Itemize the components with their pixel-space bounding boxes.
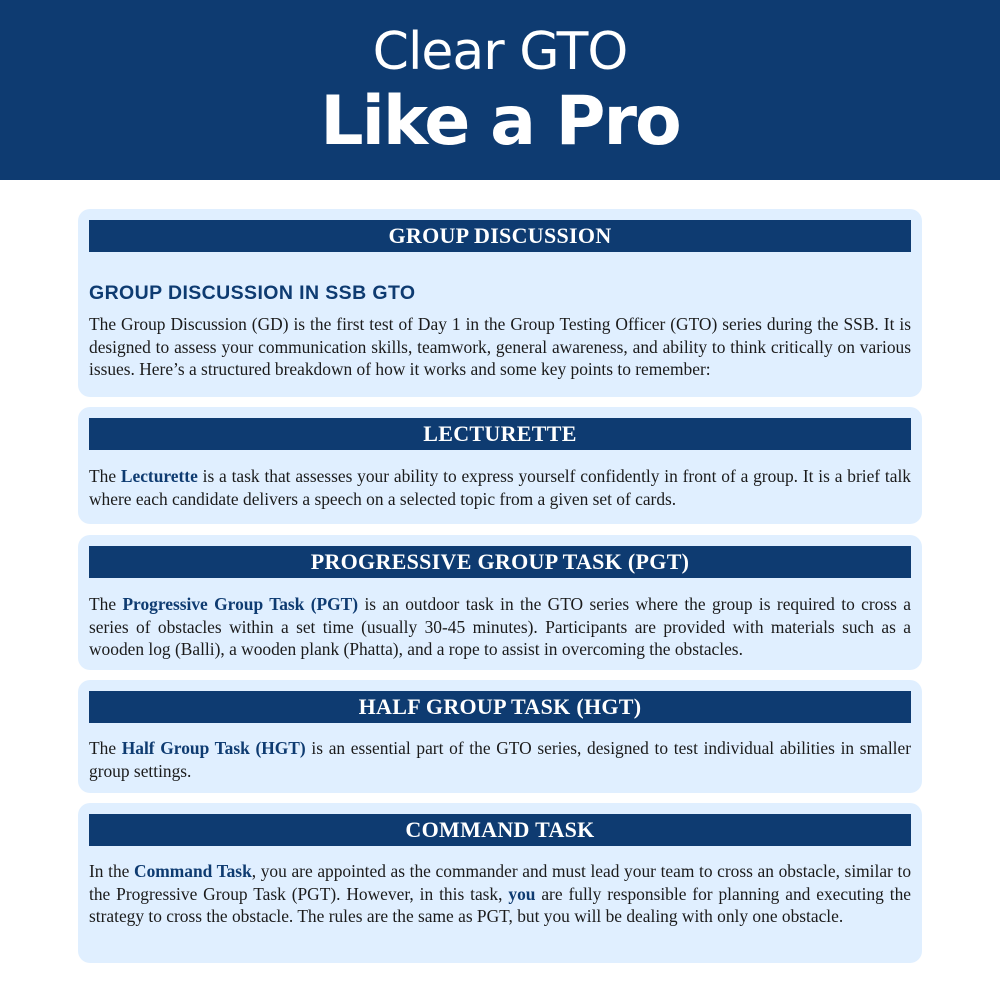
- body-highlight: Command Task: [134, 861, 252, 881]
- section-pgt: [78, 535, 922, 670]
- body-text: The: [89, 594, 123, 614]
- hero-title-line2: Like a Pro: [320, 82, 680, 161]
- body-text: is an essential part of the GTO series, designed to test individual abilities in smaller group settings.: [89, 738, 911, 781]
- section-title: LECTURETTE: [89, 418, 911, 450]
- section-title: HALF GROUP TASK (HGT): [89, 691, 911, 723]
- body-highlight: Lecturette: [120, 466, 198, 486]
- body-highlight: Progressive Group Task (PGT): [122, 594, 359, 614]
- body-text: In the: [89, 861, 135, 881]
- hero-title-line1: Clear GTO: [372, 22, 628, 82]
- section-lecturette: [78, 407, 922, 524]
- body-text: , you are appointed as the commander and must lead your team to cross an obstacle, similar to the Progressive Group Task (PGT). However, in this task,: [89, 861, 912, 904]
- body-highlight: you: [508, 883, 536, 904]
- section-body: The Group Discussion (GD) is the first test of Day 1 in the Group Testing Officer (GTO) series during the SSB. It is designed to assess your communication skills, teamwork, general awareness, and ability to think critically on various issues. Here’s a structured breakdown of how it works and some key points to remember:: [89, 314, 911, 379]
- section-hgt: [78, 680, 922, 793]
- hero-banner: [0, 0, 1000, 180]
- body-text: The: [89, 738, 122, 758]
- section-body: [89, 465, 911, 510]
- section-title: PROGRESSIVE GROUP TASK (PGT): [89, 546, 911, 578]
- section-subheading: GROUP DISCUSSION IN SSB GTO: [89, 282, 416, 304]
- section-title: COMMAND TASK: [89, 814, 911, 846]
- body-highlight: Half Group Task (HGT): [121, 738, 306, 758]
- section-body: [89, 737, 911, 782]
- section-group-discussion: [78, 209, 922, 397]
- section-body: [89, 593, 911, 661]
- section-command-task: [78, 803, 922, 963]
- body-text: is an outdoor task in the GTO series where the group is required to cross a series of obstacles within a set time (usually 30-45 minutes). Participants are provided with materials such as a wooden log (Balli), a wooden plank (Phatta), and a rope to assist in overcoming the obstacles.: [89, 594, 912, 659]
- body-text: are fully responsible for planning and executing the strategy to cross the obstacle. The rules are the same as PGT, but you will be dealing with only one obstacle.: [89, 883, 911, 926]
- section-body: [89, 860, 911, 928]
- body-text: The: [89, 466, 121, 486]
- section-title: GROUP DISCUSSION: [89, 220, 911, 252]
- body-text: is a task that assesses your ability to express yourself confidently in front of a group. It is a brief talk where each candidate delivers a speech on a selected topic from a given set of cards.: [89, 466, 911, 509]
